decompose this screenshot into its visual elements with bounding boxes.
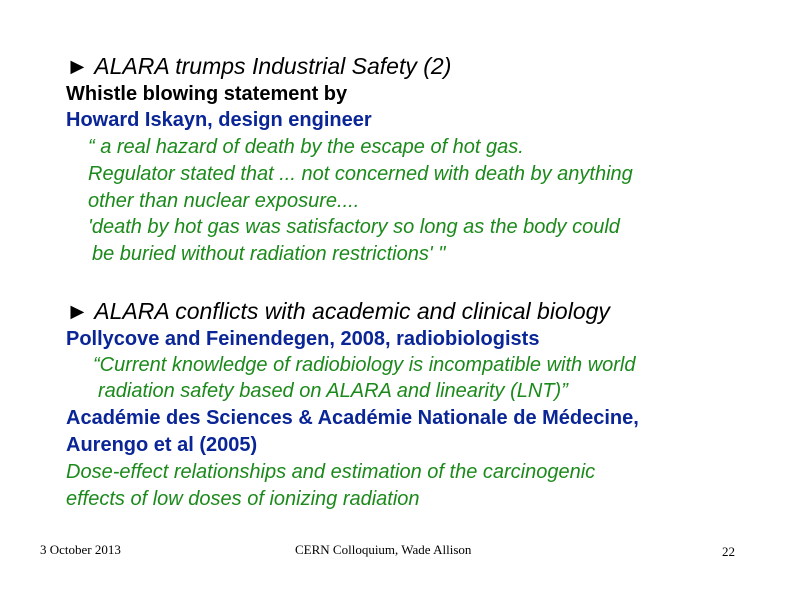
section2-ref2-line1: Académie des Sciences & Académie Nationale de Médecine, — [66, 407, 639, 429]
footer-date: 3 October 2013 — [40, 542, 121, 557]
section2-heading: ► ALARA conflicts with academic and clinical biology — [66, 298, 610, 324]
section2-ref2-line2: Aurengo et al (2005) — [66, 434, 258, 456]
section1-heading: ► ALARA trumps Industrial Safety (2) — [66, 53, 452, 79]
section2-quote-line1: “Current knowledge of radiobiology is incompatible with world — [93, 354, 636, 376]
section2-title-line2: effects of low doses of ionizing radiation — [66, 488, 420, 510]
footer-center: CERN Colloquium, Wade Allison — [295, 542, 472, 557]
section2-quote-line2: radiation safety based on ALARA and linearity (LNT)” — [98, 380, 568, 402]
section1-source-line1: Whistle blowing statement by — [66, 83, 348, 105]
footer-page-number: 22 — [722, 544, 735, 559]
section2-ref1: Pollycove and Feinendegen, 2008, radiobiologists — [66, 328, 540, 350]
section2-title-line1: Dose-effect relationships and estimation of the carcinogenic — [66, 461, 596, 483]
section1-quote-line4: 'death by hot gas was satisfactory so long as the body could — [88, 216, 620, 238]
section1-quote-line5: be buried without radiation restrictions' " — [92, 243, 446, 265]
section1-quote-line1: “ a real hazard of death by the escape of hot gas. — [88, 136, 524, 158]
section1-source-line2: Howard Iskayn, design engineer — [66, 109, 372, 131]
section1-quote-line3: other than nuclear exposure.... — [88, 190, 360, 212]
section1-quote-line2: Regulator stated that ... not concerned with death by anything — [88, 163, 633, 185]
